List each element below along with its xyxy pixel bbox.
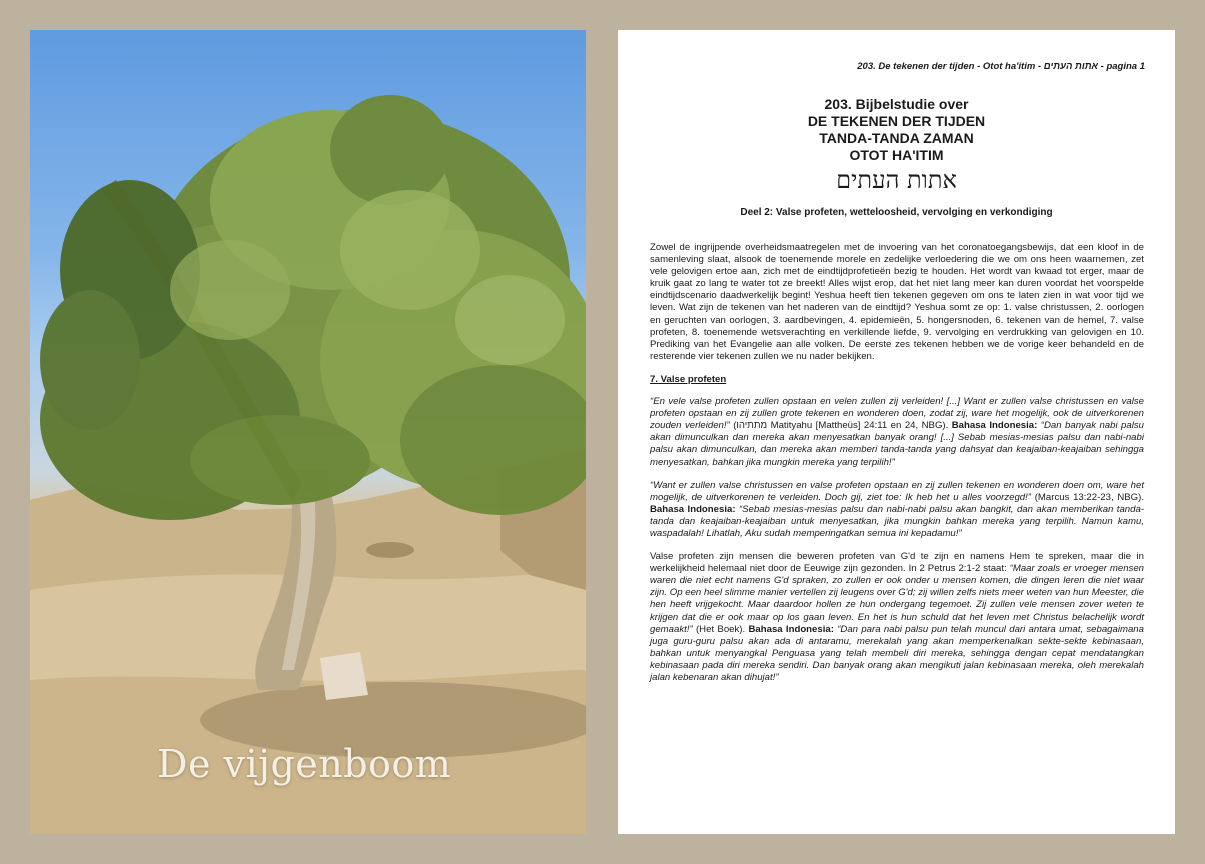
quote-id: “Sebab mesias-mesias palsu dan nabi-nabi palsu akan bangkit, dan akan memberikan tanda-tanda dan keajaiban-keajaiban untuk menyesatkan, jika mungkin bahkan mereka yang terpilih. Namun kamu, waspadalah! Lihatlah, Aku sudah memperingatkan semua ini kepadamu!”	[650, 503, 1144, 539]
running-header: 203. De tekenen der tijden - Otot ha'itim - אתות העתים - pagina 1	[857, 61, 1145, 72]
quote-paragraph-3	[650, 551, 1144, 684]
fig-tree-photo	[30, 30, 586, 834]
title-block	[618, 96, 1175, 196]
reference: (Het Boek).	[692, 623, 749, 635]
language-label: Bahasa Indonesia:	[748, 623, 834, 635]
reference: (Marcus 13:22-23, NBG).	[1031, 491, 1144, 503]
document-page	[618, 30, 1175, 834]
title-line-3: TANDA-TANDA ZAMAN	[819, 130, 974, 146]
quote-nl: “En vele valse profeten zullen opstaan en velen zullen zij verleiden! [...] Want er zullen valse christussen en valse profeten opstaan en zij zullen grote tekenen en wonderen doen, zodat zij, ware het mogelijk, ook de uitverkorenen zouden verleiden!”	[650, 396, 1144, 432]
reference: (מתתיהו Matityahu [Mattheüs] 24:11 en 24, NBG).	[729, 420, 952, 432]
quote-nl: “Maar zoals er vroeger mensen waren die niet echt namens G'd spraken, zo zullen er ook onder u mensen komen, die dingen leren die niet waar zijn. Op een heel slimme manier vertellen zij leugens over G'd; zij willen zelfs niets meer weten van hun Meester, die hen heeft vrijgekocht. Maar daardoor hollen ze hun ondergang tegemoet. Zij zullen vele mensen zover weten te krijgen dat die er ook maar op los gaan leven. En het is hun schuld dat het leven met Christus belachelijk wordt gemaakt!”	[650, 563, 1145, 635]
subtitle: Deel 2: Valse profeten, wetteloosheid, vervolging en verkondiging	[740, 207, 1053, 218]
quote-id: “Dan para nabi palsu pun telah muncul dari antara umat, sebagaimana juga guru-guru palsu akan ada di antaramu, merekalah yang akan memperkenalkan sekte-sekte kebinasaan, bahkan untuk menyangkal Penguasa yang telah membeli diri mereka, sehingga dengan cepat mendatangkan kebinasaan pada diri mereka sendiri. Dan banyak orang akan mengikuti jalan kebinasaan mereka, oleh merekalah jalan kebenaran akan dihujat!”	[650, 623, 1144, 683]
quote-paragraph-1	[650, 396, 1144, 469]
language-label: Bahasa Indonesia:	[951, 420, 1038, 432]
title-hebrew: אתות העתים	[836, 166, 957, 194]
fig-tree-illustration	[30, 30, 586, 834]
document-body	[650, 242, 1144, 695]
title-line-1: 203. Bijbelstudie over	[824, 96, 969, 112]
intro-paragraph: Zowel de ingrijpende overheidsmaatregelen met de invoering van het coronatoegangsbewijs, dat een kloof in de samenleving slaat, alsook de toenemende morele en zedelijke verloedering die we om ons heen waarnemen, zet vele gelovigen ertoe aan, zich met de eindtijdprofetieën bezig te houden. Het wordt van kwaad tot erger, maar de kruik gaat zo lang te water tot ze breekt! Alles wijst erop, dat het niet lang meer kan duren voordat het voorspelde eindtijdscenario daadwerkelijk begint! Yeshua heeft tien tekenen gegeven om ons te laten zien in wat voor tijd we leven. Wat zijn de tekenen van het naderen van de eindtijd? Yeshua somt ze op: 1. valse christussen, 2. oorlogen en geruchten van oorlogen, 3. aardbevingen, 4. epidemieën, 5. hongersnoden, 6. tekenen van de hemel, 7. valse profeten, 8. toenemende wetsverachting en verkillende liefde, 9. vervolging en verdrukking van gelovigen en 10. Prediking van het Evangelie aan alle volken. De eerste zes tekenen hebben we de vorige keer behandeld en de resterende vier tekenen zullen we nu nader bekijken.	[650, 242, 1144, 362]
paragraph-intro: Valse profeten zijn mensen die beweren profeten van G'd te zijn en namens Hem te spreken, maar die in werkelijkheid helemaal niet door de Eeuwige zijn gezonden. In 2 Petrus 2:1-2 staat:	[650, 551, 1144, 575]
title-line-2: DE TEKENEN DER TIJDEN	[807, 113, 986, 129]
language-label: Bahasa Indonesia:	[650, 503, 736, 515]
photo-caption: De vijgenboom	[157, 742, 452, 786]
quote-nl: “Want er zullen valse christussen en valse profeten opstaan en zij zullen tekenen en wonderen doen om, ware het mogelijk, de uitverkorenen te verleiden. Doch gij, ziet toe: Ik heb het u alles voorzegd!”	[650, 479, 1144, 503]
section-heading: 7. Valse profeten	[650, 373, 727, 385]
title-line-4: OTOT HA'ITIM	[849, 147, 944, 163]
quote-id: “Dan banyak nabi palsu akan dimunculkan dan mereka akan menyesatkan banyak orang! [...] Sebab mesias-mesias palsu dan nabi-nabi palsu akan dimunculkan, dan mereka akan memberi tanda-tanda yang dahsyat dan keajaiban-keajaiban sehingga menyesatkan, bahkan jika mungkin mereka yang terpilih!”	[650, 420, 1144, 468]
quote-paragraph-2	[650, 480, 1144, 540]
